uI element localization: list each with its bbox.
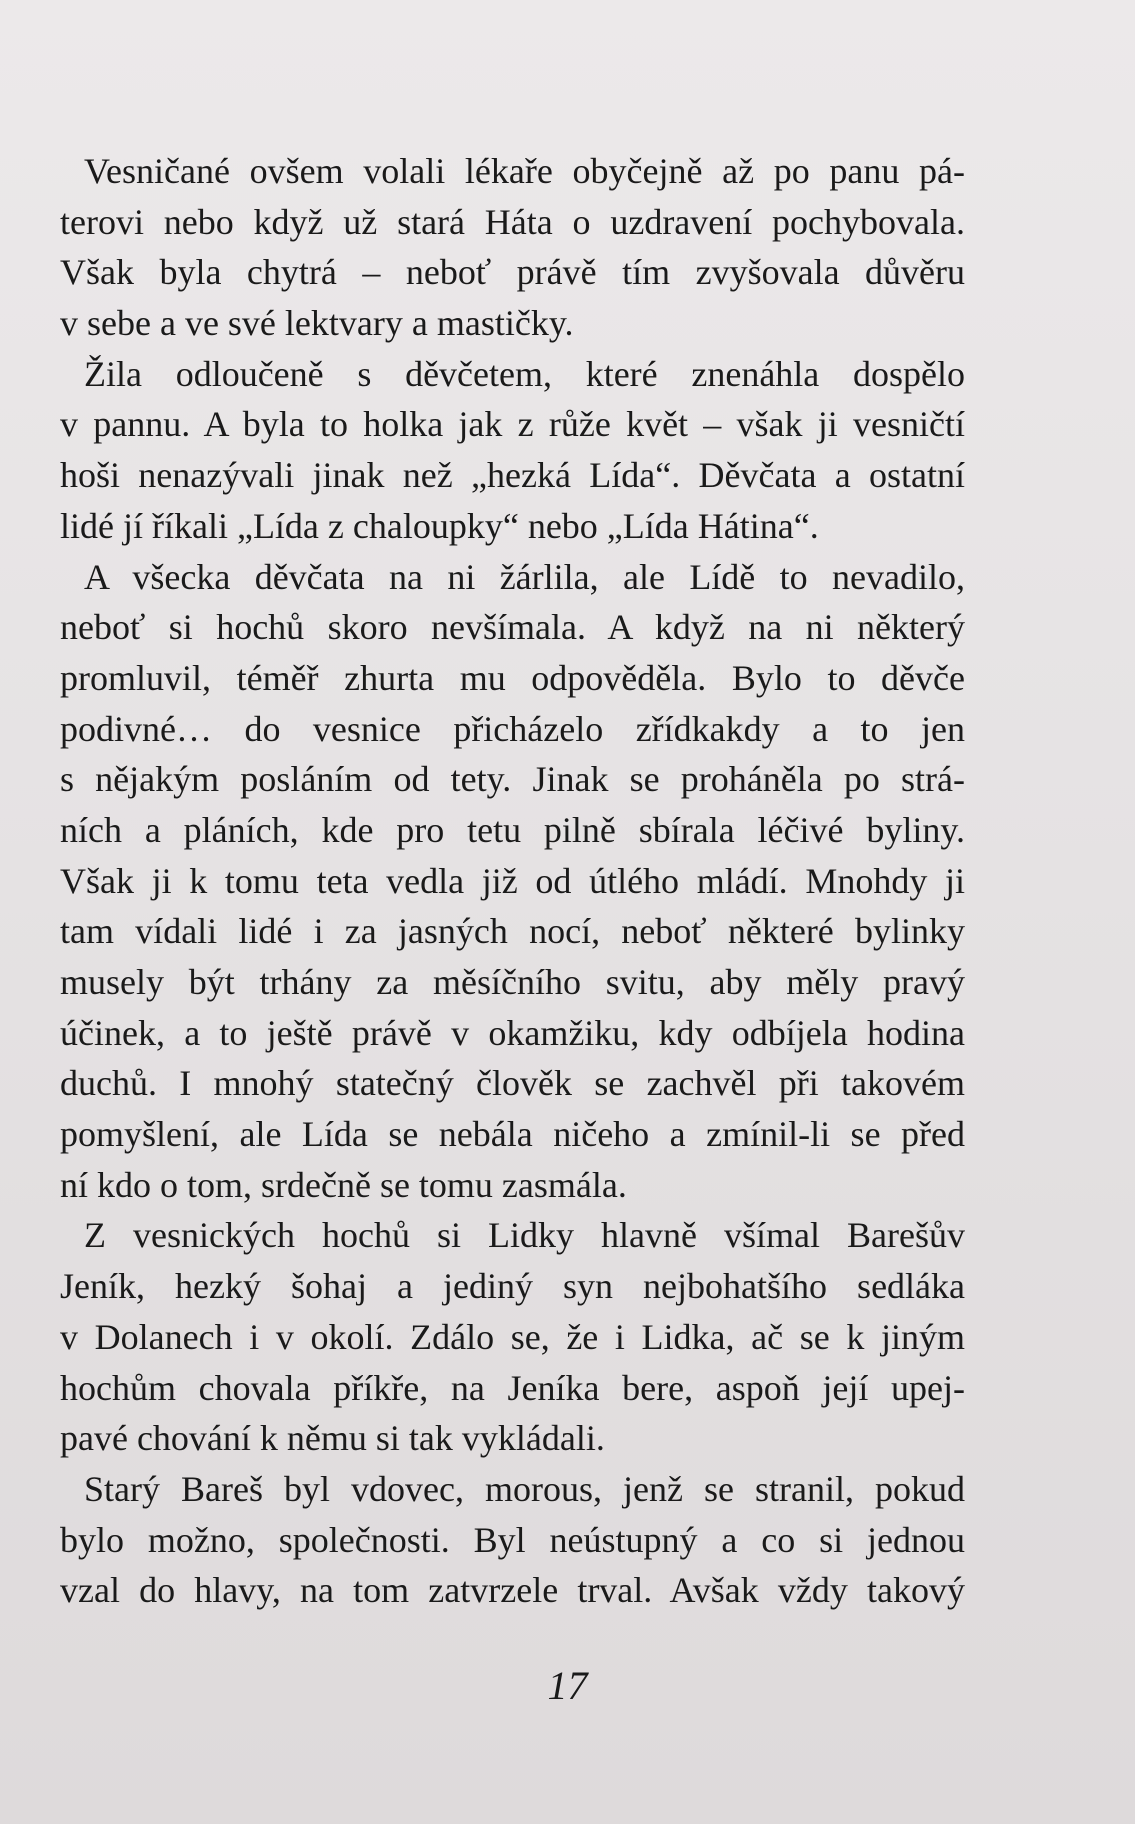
text-line: Však ji k tomu teta vedla již od útlého mládí. Mnohdy ji [60, 860, 965, 901]
body-text [60, 146, 965, 1616]
text-line: podivné… do vesnice přicházelo zřídkakdy a to jen [60, 708, 965, 749]
page-number: 17 [547, 1663, 588, 1708]
text-line: s nějakým posláním od tety. Jinak se proháněla po strá- [60, 759, 965, 800]
text-line: pavé chování k němu si tak vykládali. [60, 1418, 605, 1459]
paragraph [60, 146, 965, 349]
paragraph [60, 1210, 965, 1463]
text-line: Z vesnických hochů si Lidky hlavně všímal Barešův [84, 1215, 965, 1256]
text-line: účinek, a to ještě právě v okamžiku, kdy odbíjela hodina [60, 1012, 965, 1053]
text-line: ní kdo o tom, srdečně se tomu zasmála. [60, 1164, 627, 1205]
text-line: Vesničané ovšem volali lékaře obyčejně až po panu pá- [84, 151, 965, 191]
text-line: vzal do hlavy, na tom zatvrzele trval. Avšak vždy takový [60, 1570, 965, 1611]
text-line: musely být trhány za měsíčního svitu, aby měly pravý [60, 962, 965, 1002]
text-line: v sebe a ve své lektvary a mastičky. [60, 303, 574, 344]
text-line: Starý Bareš byl vdovec, morous, jenž se stranil, pokud [84, 1468, 965, 1509]
text-line: neboť si hochů skoro nevšímala. A když na ni některý [60, 607, 965, 648]
text-line: pomyšlení, ale Lída se nebála ničeho a zmínil-li se před [60, 1114, 965, 1155]
text-line: A všecka děvčata na ni žárlila, ale Lídě to nevadilo, [84, 556, 965, 597]
text-line: Žila odloučeně s děvčetem, které znenáhla dospělo [84, 353, 965, 394]
text-line: Jeník, hezký šohaj a jediný syn nejbohatšího sedláka [60, 1266, 965, 1307]
text-line: promluvil, téměř zhurta mu odpověděla. Bylo to děvče [60, 657, 965, 698]
paragraph [60, 552, 965, 1211]
text-line: duchů. I mnohý statečný člověk se zachvěl při takovém [60, 1063, 965, 1104]
text-line: v Dolanech i v okolí. Zdálo se, že i Lidka, ač se k jiným [60, 1316, 965, 1357]
text-line: bylo možno, společnosti. Byl neústupný a co si jednou [60, 1519, 965, 1560]
text-line: terovi nebo když už stará Háta o uzdravení pochybovala. [60, 201, 965, 242]
text-line: hoši nenazývali jinak než „hezká Lída“. Děvčata a ostatní [60, 455, 965, 496]
paragraph [60, 1464, 965, 1616]
text-line: Však byla chytrá – neboť právě tím zvyšovala důvěru [60, 252, 965, 293]
text-line: tam vídali lidé i za jasných nocí, neboť některé bylinky [60, 911, 965, 952]
text-line: hochům chovala příkře, na Jeníka bere, aspoň její upej- [60, 1367, 965, 1408]
text-line: v pannu. A byla to holka jak z růže květ – však ji vesničtí [60, 404, 965, 445]
text-line: ních a pláních, kde pro tetu pilně sbírala léčivé byliny. [60, 809, 965, 850]
paragraph [60, 349, 965, 552]
text-line: lidé jí říkali „Lída z chaloupky“ nebo „Lída Hátina“. [60, 505, 819, 546]
